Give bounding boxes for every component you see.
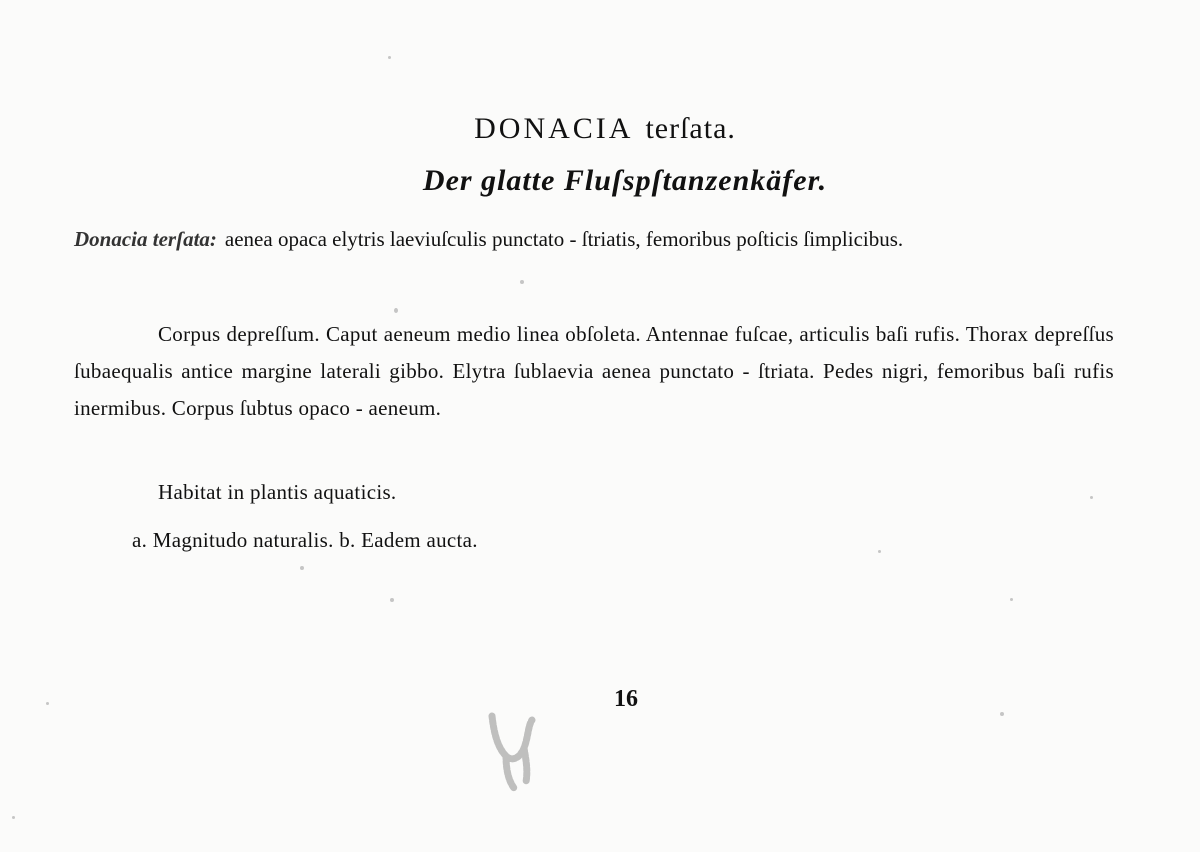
description-paragraph: Corpus depreſſum. Caput aeneum medio linea obſoleta. Antennae fuſcae, articulis baſi rufis. Thorax depreſſus ſubaequalis antice margine laterali gibbo. Elytra ſublaevia aenea punctato - ſtriata. Pedes nigri, femoribus baſi rufis inermibus. Corpus ſubtus opaco - aeneum. bbox=[74, 322, 1114, 420]
genus-name: DONACIA bbox=[474, 112, 634, 145]
paper-speck bbox=[878, 550, 881, 553]
library-stamp-mark bbox=[484, 704, 544, 794]
species-title bbox=[0, 112, 1200, 146]
diagnosis-species-name: Donacia terſata: bbox=[74, 227, 217, 251]
paper-speck bbox=[390, 598, 394, 602]
paper-speck bbox=[300, 566, 304, 570]
habitat-line: Habitat in plantis aquaticis. bbox=[158, 480, 397, 504]
diagnosis-text: aenea opaca elytris laeviuſculis punctato - ſtriatis, femoribus poſticis ſimplicibus. bbox=[224, 227, 904, 251]
paper-speck bbox=[520, 280, 524, 284]
german-common-name: Der glatte Fluſspſtanzenkäfer. bbox=[422, 164, 828, 197]
species-name: terſata. bbox=[645, 112, 736, 145]
paper-speck bbox=[12, 816, 15, 819]
paper-speck bbox=[46, 702, 49, 705]
paper-speck bbox=[1010, 598, 1013, 601]
paper-speck bbox=[394, 308, 398, 313]
page-number: 16 bbox=[614, 686, 638, 712]
diagnosis-paragraph bbox=[74, 222, 1122, 257]
paper-speck bbox=[388, 56, 391, 59]
paper-speck bbox=[1090, 496, 1093, 499]
paper-speck bbox=[1000, 712, 1004, 716]
figure-legend: a. Magnitudo naturalis. b. Eadem aucta. bbox=[132, 528, 478, 552]
